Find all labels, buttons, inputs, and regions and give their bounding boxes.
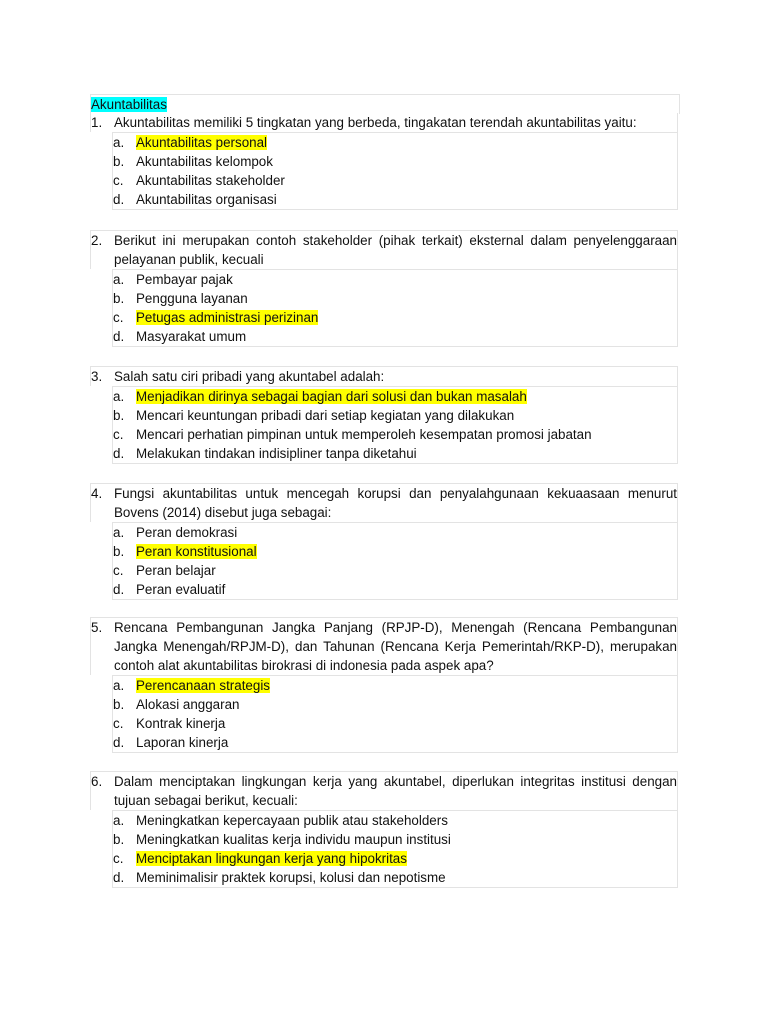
- option-letter: c.: [113, 851, 124, 866]
- option-text: Laporan kinerja: [136, 735, 229, 750]
- option-text: Pembayar pajak: [136, 272, 233, 287]
- answer-options: [112, 810, 678, 888]
- question-stem: [90, 113, 678, 132]
- option-letter: d.: [113, 329, 125, 344]
- answer-option: [113, 171, 677, 190]
- answer-options: [112, 386, 678, 464]
- question-stem: [90, 230, 678, 269]
- option-text: Kontrak kinerja: [136, 716, 226, 731]
- answer-option: [113, 830, 677, 849]
- option-letter: c.: [113, 563, 124, 578]
- answer-option: [113, 425, 677, 444]
- question-number: 5.: [91, 620, 103, 635]
- option-text: Meningkatkan kepercayaan publik atau stakeholders: [136, 813, 448, 828]
- option-letter: c.: [113, 173, 124, 188]
- question-stem: [90, 483, 678, 522]
- option-text: Peran demokrasi: [136, 525, 238, 540]
- question-6: [90, 771, 678, 888]
- option-letter: b.: [113, 154, 125, 169]
- option-text: Peran evaluatif: [136, 582, 226, 597]
- option-text: Peran belajar: [136, 563, 216, 578]
- option-text-correct: Peran konstitusional: [136, 544, 257, 559]
- option-letter: b.: [113, 291, 125, 306]
- answer-option: [113, 523, 677, 542]
- answer-option: [113, 270, 677, 289]
- question-stem: [90, 617, 678, 675]
- answer-options: [112, 269, 678, 347]
- answer-option: [113, 676, 677, 695]
- section-title: Akuntabilitas: [90, 94, 680, 114]
- question-5: [90, 617, 678, 753]
- answer-options: [112, 675, 678, 753]
- question-4: [90, 483, 678, 600]
- question-text: Rencana Pembangunan Jangka Panjang (RPJP-D), Menengah (Rencana Pembangunan Jangka Menengah/RPJM-D), dan Tahunan (Rencana Kerja Pemerintah/RKP-D), merupakan contoh alat akuntabilitas birokrasi di indonesia pada aspek apa?: [114, 620, 677, 673]
- option-text-correct: Perencanaan strategis: [136, 678, 270, 693]
- question-1: [90, 113, 678, 210]
- answer-option: [113, 714, 677, 733]
- option-letter: d.: [113, 870, 125, 885]
- answer-option: [113, 190, 677, 209]
- question-number: 6.: [91, 774, 103, 789]
- option-letter: b.: [113, 544, 125, 559]
- option-letter: d.: [113, 582, 125, 597]
- question-text: Fungsi akuntabilitas untuk mencegah korupsi dan penyalahgunaan kekuaasaan menurut Bovens (2014) disebut juga sebagai:: [114, 486, 677, 520]
- answer-option: [113, 406, 677, 425]
- option-text: Mencari keuntungan pribadi dari setiap kegiatan yang dilakukan: [136, 408, 515, 423]
- question-number: 3.: [91, 369, 103, 384]
- option-letter: a.: [113, 389, 125, 404]
- option-letter: c.: [113, 716, 124, 731]
- question-text: Berikut ini merupakan contoh stakeholder (pihak terkait) eksternal dalam penyelenggaraan pelayanan publik, kecuali: [114, 233, 677, 267]
- answer-option: [113, 849, 677, 868]
- option-letter: b.: [113, 408, 125, 423]
- option-letter: d.: [113, 735, 125, 750]
- option-text: Meningkatkan kualitas kerja individu maupun institusi: [136, 832, 451, 847]
- option-text-correct: Menciptakan lingkungan kerja yang hipokritas: [136, 851, 407, 866]
- option-text: Akuntabilitas organisasi: [136, 192, 277, 207]
- option-text-correct: Petugas administrasi perizinan: [136, 310, 319, 325]
- option-text: Masyarakat umum: [136, 329, 247, 344]
- option-letter: d.: [113, 192, 125, 207]
- question-number: 4.: [91, 486, 103, 501]
- option-letter: d.: [113, 446, 125, 461]
- answer-option: [113, 152, 677, 171]
- option-text: Meminimalisir praktek korupsi, kolusi dan nepotisme: [136, 870, 446, 885]
- option-letter: b.: [113, 832, 125, 847]
- answer-option: [113, 868, 677, 887]
- question-3: [90, 366, 678, 464]
- question-stem: [90, 366, 678, 386]
- question-text: Akuntabilitas memiliki 5 tingkatan yang berbeda, tingakatan terendah akuntabilitas yaitu:: [114, 115, 637, 130]
- question-number: 1.: [91, 115, 103, 130]
- answer-option: [113, 133, 677, 152]
- question-number: 2.: [91, 233, 103, 248]
- option-letter: c.: [113, 310, 124, 325]
- option-letter: a.: [113, 678, 125, 693]
- question-text: Salah satu ciri pribadi yang akuntabel adalah:: [114, 369, 385, 384]
- option-letter: a.: [113, 135, 125, 150]
- option-letter: a.: [113, 272, 125, 287]
- answer-option: [113, 327, 677, 346]
- question-stem: [90, 771, 678, 810]
- option-text: Akuntabilitas kelompok: [136, 154, 273, 169]
- option-letter: a.: [113, 525, 125, 540]
- option-text-correct: Menjadikan dirinya sebagai bagian dari solusi dan bukan masalah: [136, 389, 527, 404]
- answer-option: [113, 542, 677, 561]
- answer-option: [113, 561, 677, 580]
- answer-option: [113, 811, 677, 830]
- option-letter: c.: [113, 427, 124, 442]
- answer-options: [112, 132, 678, 210]
- answer-option: [113, 580, 677, 599]
- question-text: Dalam menciptakan lingkungan kerja yang akuntabel, diperlukan integritas institusi dengan tujuan sebagai berikut, kecuali:: [114, 774, 677, 808]
- option-letter: b.: [113, 697, 125, 712]
- answer-option: [113, 444, 677, 463]
- question-2: [90, 230, 678, 347]
- answer-option: [113, 289, 677, 308]
- option-text: Melakukan tindakan indisipliner tanpa diketahui: [136, 446, 417, 461]
- option-letter: a.: [113, 813, 125, 828]
- option-text: Akuntabilitas stakeholder: [136, 173, 285, 188]
- option-text: Alokasi anggaran: [136, 697, 240, 712]
- option-text: Mencari perhatian pimpinan untuk memperoleh kesempatan promosi jabatan: [136, 427, 592, 442]
- option-text: Pengguna layanan: [136, 291, 248, 306]
- answer-option: [113, 733, 677, 752]
- answer-options: [112, 522, 678, 600]
- answer-option: [113, 387, 677, 406]
- option-text-correct: Akuntabilitas personal: [136, 135, 268, 150]
- answer-option: [113, 308, 677, 327]
- answer-option: [113, 695, 677, 714]
